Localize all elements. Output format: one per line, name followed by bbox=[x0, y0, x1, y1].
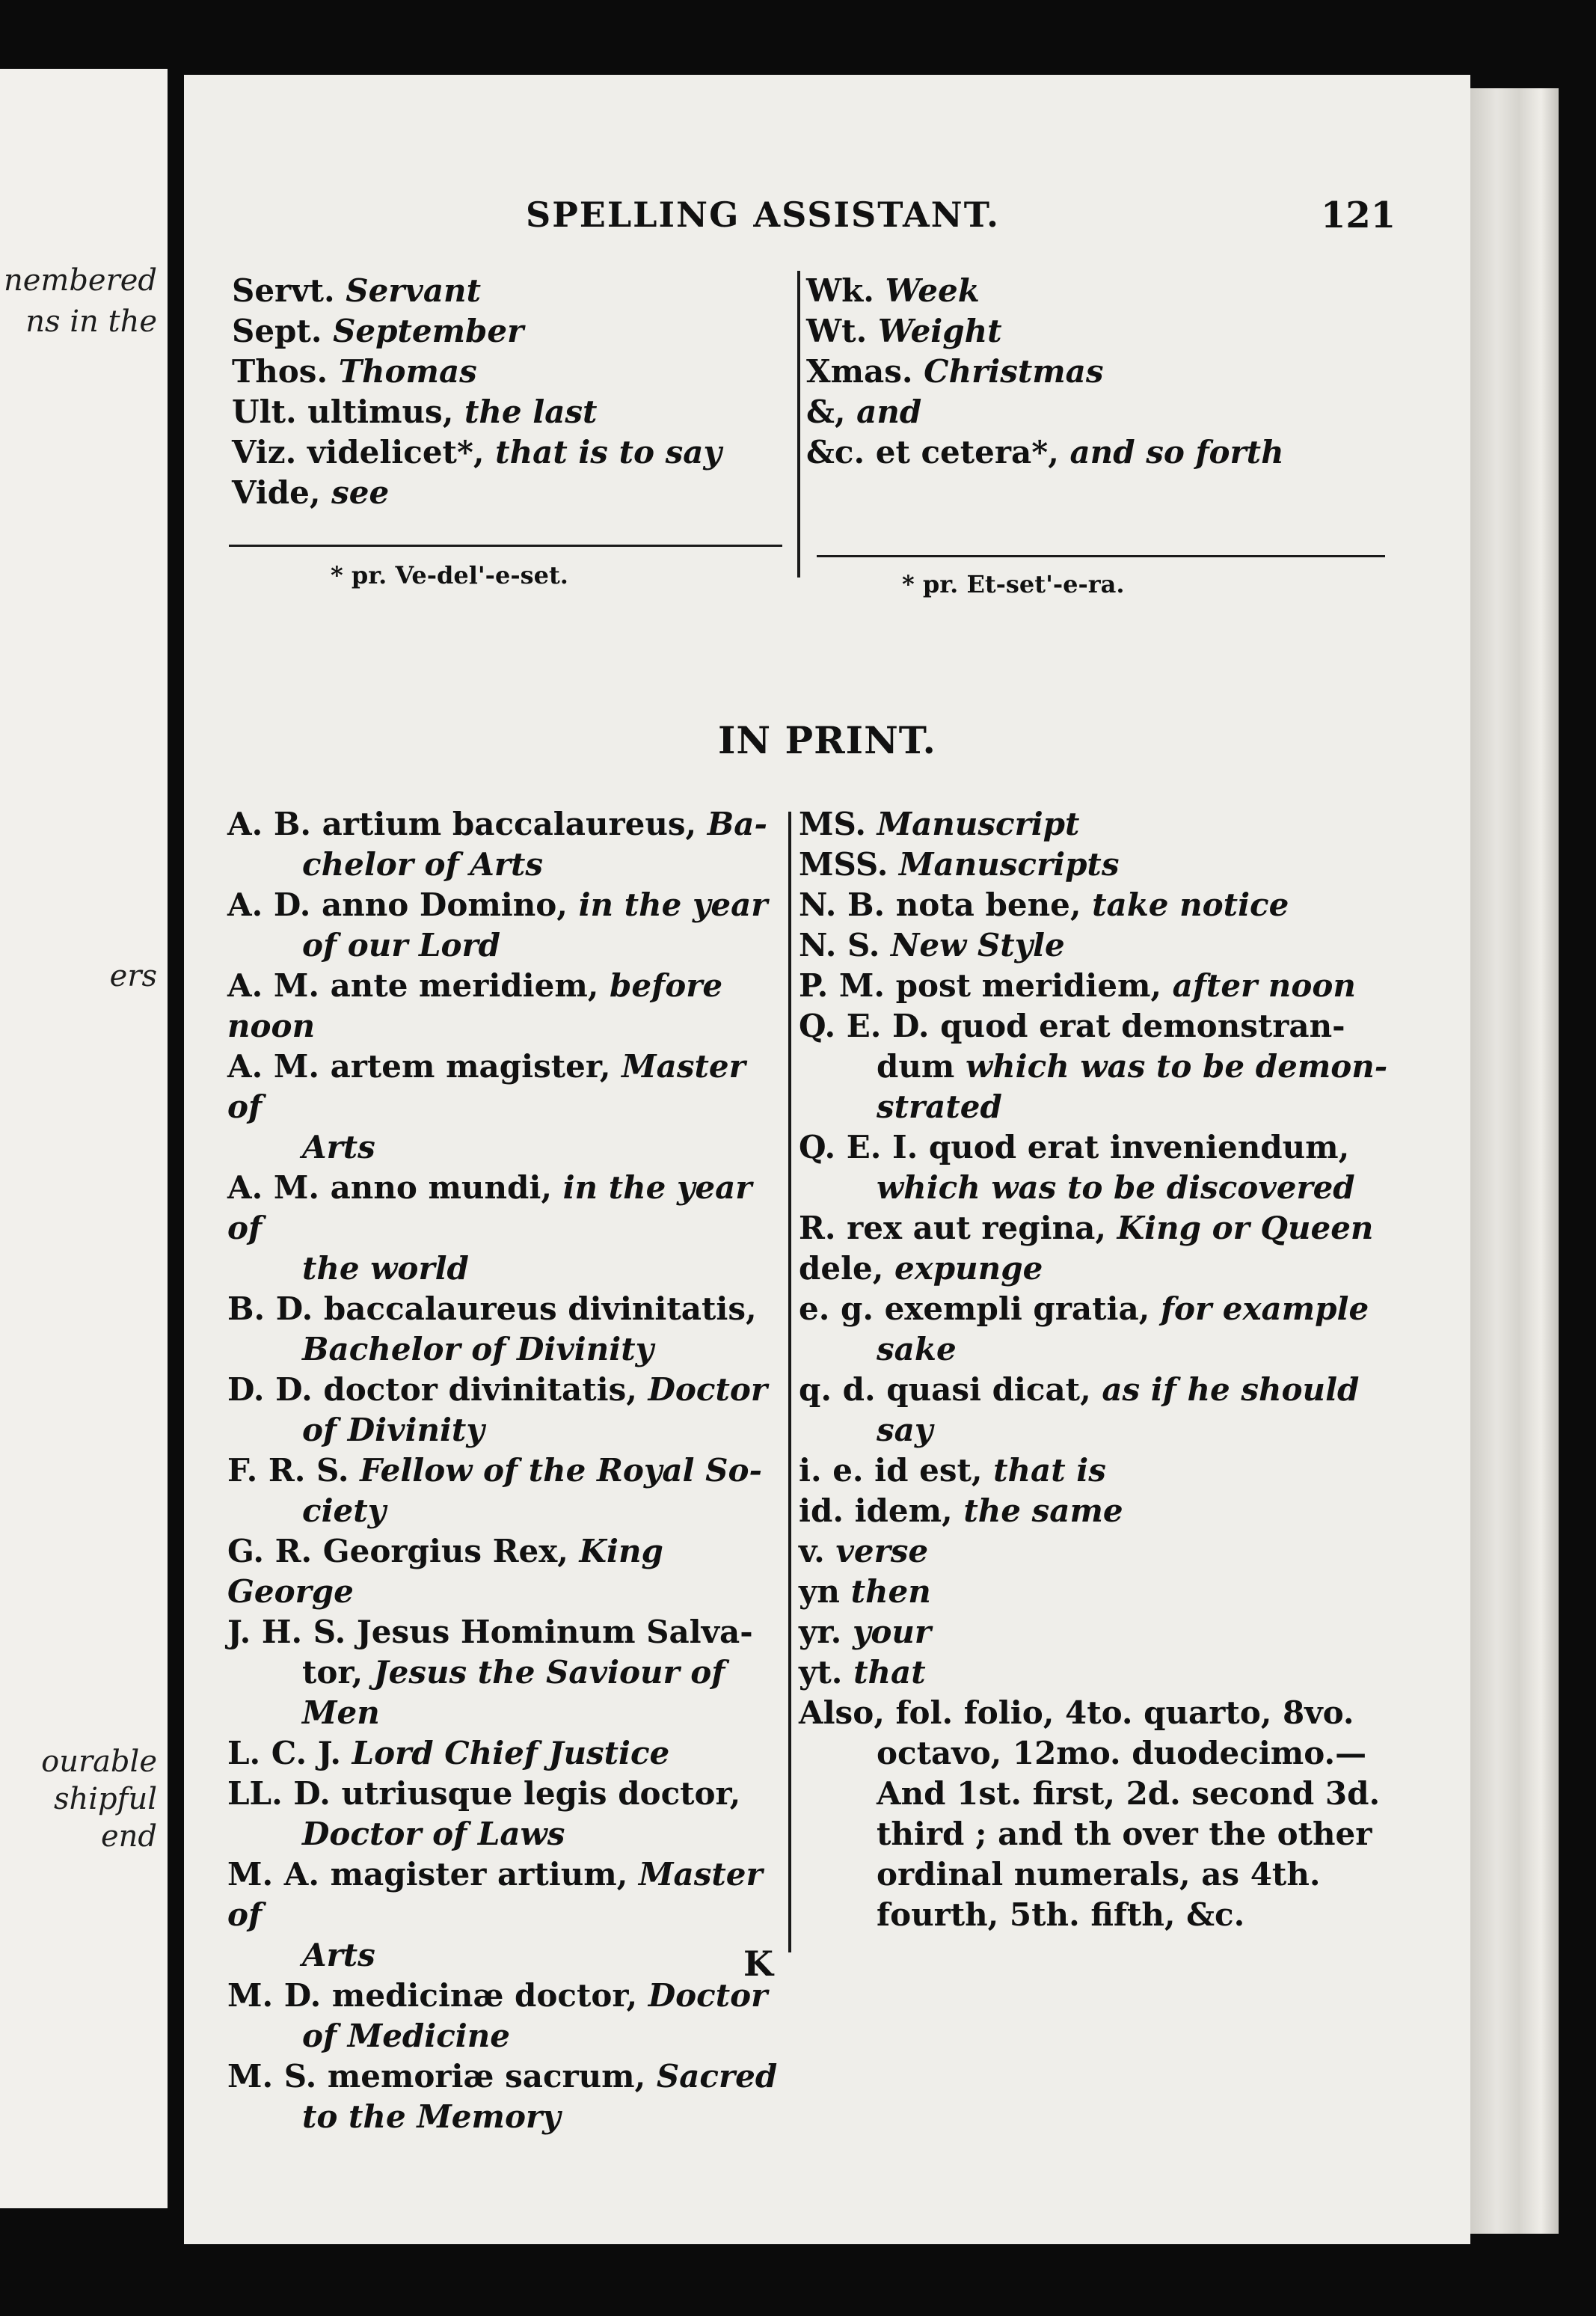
meaning-continuation bbox=[799, 1047, 1442, 1087]
abbreviation: Q. E. I. quod erat inveniendum, bbox=[799, 1129, 1350, 1165]
meaning-continuation: of Medicine bbox=[302, 2018, 511, 2054]
meaning: Lord Chief Justice bbox=[352, 1735, 670, 1771]
abbreviation-entry bbox=[232, 271, 755, 311]
also-line: octavo, 12mo. duodecimo.— bbox=[877, 1735, 1367, 1771]
abbreviation: Sept. bbox=[232, 313, 322, 349]
print-right-column bbox=[799, 804, 1442, 1935]
abbreviation: yn bbox=[799, 1573, 840, 1610]
also-line: ordinal numerals, as 4th. bbox=[877, 1856, 1321, 1893]
meaning: as if he should bbox=[1102, 1371, 1360, 1408]
abbreviation: MS. bbox=[799, 806, 866, 842]
abbreviation-entry bbox=[227, 1854, 781, 1976]
meaning-continuation: the world bbox=[302, 1250, 469, 1287]
meaning: Christmas bbox=[924, 353, 1104, 390]
abbreviation: J. H. S. Jesus Hominum Salva- bbox=[227, 1614, 753, 1650]
also-line: third ; and th over the other bbox=[877, 1816, 1372, 1852]
meaning-continuation: Arts bbox=[302, 1937, 375, 1973]
meaning-continuation: of our Lord bbox=[302, 927, 501, 964]
meaning: Sacred bbox=[656, 2058, 778, 2095]
abbreviation-entry bbox=[806, 432, 1434, 473]
meaning: King George bbox=[227, 1533, 663, 1610]
meaning-continuation: chelor of Arts bbox=[302, 846, 544, 883]
abbreviation-entry bbox=[227, 885, 781, 966]
abbreviation-entry bbox=[806, 392, 1434, 432]
page-edge bbox=[1470, 88, 1559, 2234]
abbreviation-entry bbox=[799, 1531, 1442, 1572]
abbreviation-entry bbox=[232, 473, 755, 513]
meaning-continuation: of Divinity bbox=[302, 1412, 485, 1448]
abbreviation-entry bbox=[799, 1450, 1442, 1491]
meaning: Master of bbox=[227, 1048, 746, 1125]
abbreviation-entry bbox=[227, 1289, 781, 1370]
footnote-rule bbox=[817, 555, 1385, 557]
meaning: and bbox=[856, 393, 922, 430]
abbreviation-entry bbox=[232, 392, 755, 432]
abbreviation: &c. et cetera*, bbox=[806, 434, 1059, 471]
meaning: verse bbox=[835, 1533, 929, 1569]
abbreviation: Vide, bbox=[232, 474, 321, 511]
meaning: for example bbox=[1160, 1290, 1369, 1327]
meaning: then bbox=[850, 1573, 931, 1610]
meaning: in the year bbox=[578, 886, 768, 923]
abbreviation-entry bbox=[799, 1572, 1442, 1612]
abbreviation-entry bbox=[799, 845, 1442, 885]
abbreviation: A. B. artium baccalaureus, bbox=[227, 806, 697, 842]
meaning: Weight bbox=[877, 313, 1002, 349]
abbreviation-entry bbox=[799, 1612, 1442, 1652]
left-facing-page bbox=[0, 69, 168, 2208]
abbreviation-entry bbox=[232, 432, 755, 473]
footnote-right: * pr. Et-set'-e-ra. bbox=[902, 570, 1125, 598]
abbreviation-entry bbox=[799, 925, 1442, 966]
abbreviation: G. R. Georgius Rex, bbox=[227, 1533, 568, 1569]
latin-continuation: dum bbox=[877, 1048, 955, 1085]
abbreviation-entry bbox=[806, 311, 1434, 352]
left-page-fragment: ns in the bbox=[25, 304, 157, 339]
page-number: 121 bbox=[1321, 194, 1396, 236]
abbreviation: Ult. ultimus, bbox=[232, 393, 454, 430]
abbreviation: A. M. anno mundi, bbox=[227, 1169, 552, 1206]
abbreviation: yr. bbox=[799, 1614, 842, 1650]
abbreviation-entry bbox=[227, 804, 781, 885]
abbreviation: A. M. artem magister, bbox=[227, 1048, 611, 1085]
left-page-fragment: ers bbox=[109, 959, 157, 993]
abbreviation: id. idem, bbox=[799, 1492, 953, 1529]
meaning: Doctor bbox=[648, 1977, 768, 2014]
abbreviation: M. A. magister artium, bbox=[227, 1856, 628, 1893]
abbreviation: i. e. id est, bbox=[799, 1452, 983, 1489]
meaning-continuation: Arts bbox=[302, 1129, 375, 1165]
meaning-continuation: Doctor of Laws bbox=[302, 1816, 565, 1852]
abbreviation-entry bbox=[799, 1370, 1442, 1450]
abbreviation: A. M. ante meridiem, bbox=[227, 967, 599, 1004]
abbreviation: e. g. exempli gratia, bbox=[799, 1290, 1150, 1327]
meaning: Ba- bbox=[707, 806, 767, 842]
meaning: and so forth bbox=[1069, 434, 1284, 471]
abbreviation-entry bbox=[227, 1531, 781, 1612]
abbreviation-entry bbox=[227, 1370, 781, 1450]
meaning: September bbox=[333, 313, 524, 349]
left-page-fragment: end bbox=[100, 1819, 157, 1854]
meaning-continuation: ciety bbox=[302, 1492, 387, 1529]
also-line: Also, fol. folio, 4to. quarto, 8vo. bbox=[799, 1694, 1354, 1731]
abbreviation: N. B. nota bene, bbox=[799, 886, 1081, 923]
left-page-fragment: nembered bbox=[3, 263, 157, 298]
abbreviation: &, bbox=[806, 393, 846, 430]
running-title: SPELLING ASSISTANT. bbox=[525, 194, 1001, 235]
abbreviation: Servt. bbox=[232, 272, 335, 309]
abbreviation: LL. D. utriusque legis doctor, bbox=[227, 1775, 741, 1812]
footnote-left: * pr. Ve-del'-e-set. bbox=[331, 561, 568, 589]
meaning: Servant bbox=[346, 272, 481, 309]
abbreviation: q. d. quasi dicat, bbox=[799, 1371, 1091, 1408]
meaning-continuation: sake bbox=[877, 1331, 957, 1367]
abbreviation-entry bbox=[227, 1976, 781, 2056]
meaning: Jesus the Saviour of Men bbox=[302, 1654, 725, 1731]
meaning: King or Queen bbox=[1117, 1210, 1374, 1246]
meaning: your bbox=[852, 1614, 932, 1650]
meaning: see bbox=[331, 474, 390, 511]
meaning: Thomas bbox=[338, 353, 477, 390]
abbreviation: D. D. doctor divinitatis, bbox=[227, 1371, 637, 1408]
meaning: Week bbox=[885, 272, 980, 309]
meaning: after noon bbox=[1172, 967, 1356, 1004]
meaning: that bbox=[853, 1654, 926, 1691]
meaning: expunge bbox=[894, 1250, 1043, 1287]
also-line: fourth, 5th. fifth, &c. bbox=[877, 1896, 1245, 1933]
abbreviation-entry bbox=[799, 885, 1442, 925]
abbreviation-entry bbox=[227, 1612, 781, 1733]
abbreviation: Q. E. D. quod erat demonstran- bbox=[799, 1008, 1345, 1044]
book-page bbox=[184, 75, 1470, 2244]
abbreviation: Wt. bbox=[806, 313, 868, 349]
abbreviation-entry bbox=[227, 1168, 781, 1289]
abbreviation-entry bbox=[227, 2056, 781, 2137]
meaning: the last bbox=[464, 393, 598, 430]
meaning: Manuscript bbox=[877, 806, 1080, 842]
column-divider bbox=[797, 271, 800, 578]
footnote-rule bbox=[229, 545, 782, 547]
abbreviation-entry bbox=[799, 804, 1442, 845]
abbreviation: Thos. bbox=[232, 353, 328, 390]
abbreviation: P. M. post meridiem, bbox=[799, 967, 1162, 1004]
meaning-continuation bbox=[227, 1652, 781, 1733]
meaning: the same bbox=[963, 1492, 1123, 1529]
abbreviation-entry bbox=[799, 1006, 1442, 1127]
print-left-column bbox=[227, 804, 781, 2137]
page-header bbox=[184, 194, 1470, 254]
abbreviation-entry bbox=[232, 311, 755, 352]
abbreviation-entry bbox=[799, 1127, 1442, 1208]
abbreviation-entry bbox=[799, 966, 1442, 1006]
meaning-continuation: which was to be discovered bbox=[877, 1169, 1355, 1206]
abbreviation-entry bbox=[806, 352, 1434, 392]
latin-continuation: tor, bbox=[302, 1654, 363, 1691]
section-heading: IN PRINT. bbox=[718, 718, 936, 762]
abbreviation: M. S. memoriæ sacrum, bbox=[227, 2058, 646, 2095]
abbreviation: M. D. medicinæ doctor, bbox=[227, 1977, 638, 2014]
abbreviation-entry bbox=[799, 1289, 1442, 1370]
meaning: Manuscripts bbox=[898, 846, 1120, 883]
abbreviation: N. S. bbox=[799, 927, 880, 964]
column-divider bbox=[788, 812, 791, 1952]
top-left-column bbox=[232, 271, 755, 513]
abbreviation-entry bbox=[227, 1733, 781, 1774]
abbreviation-entry bbox=[232, 352, 755, 392]
meaning-continuation: Bachelor of Divinity bbox=[302, 1331, 654, 1367]
meaning: Master of bbox=[227, 1856, 763, 1933]
abbreviation-entry bbox=[799, 1491, 1442, 1531]
meaning-continuation: say bbox=[877, 1412, 933, 1448]
meaning-continuation: to the Memory bbox=[302, 2098, 561, 2135]
abbreviation: A. D. anno Domino, bbox=[227, 886, 568, 923]
left-page-fragment: shipful bbox=[53, 1782, 157, 1816]
abbreviation-entry bbox=[227, 1774, 781, 1854]
abbreviation: yt. bbox=[799, 1654, 843, 1691]
left-page-fragment: ourable bbox=[41, 1744, 157, 1779]
abbreviation: L. C. J. bbox=[227, 1735, 341, 1771]
abbreviation-entry bbox=[799, 1652, 1442, 1693]
meaning: in the year of bbox=[227, 1169, 752, 1246]
abbreviation: MSS. bbox=[799, 846, 888, 883]
abbreviation: Viz. videlicet*, bbox=[232, 434, 485, 471]
also-line: And 1st. first, 2d. second 3d. bbox=[877, 1775, 1381, 1812]
also-paragraph bbox=[799, 1693, 1442, 1935]
abbreviation-entry bbox=[227, 1047, 781, 1168]
abbreviation: F. R. S. bbox=[227, 1452, 349, 1489]
abbreviation-entry bbox=[227, 1450, 781, 1531]
abbreviation: R. rex aut regina, bbox=[799, 1210, 1106, 1246]
abbreviation: v. bbox=[799, 1533, 825, 1569]
meaning: take notice bbox=[1092, 886, 1289, 923]
abbreviation-entry bbox=[227, 966, 781, 1047]
meaning: which was to be demon- bbox=[965, 1048, 1388, 1085]
abbreviation-entry bbox=[806, 271, 1434, 311]
meaning-continuation: strated bbox=[877, 1088, 1002, 1125]
meaning: before noon bbox=[227, 967, 723, 1044]
abbreviation-entry bbox=[799, 1249, 1442, 1289]
meaning: that is bbox=[993, 1452, 1106, 1489]
abbreviation: B. D. baccalaureus divinitatis, bbox=[227, 1290, 757, 1327]
abbreviation: Xmas. bbox=[806, 353, 913, 390]
meaning: that is to say bbox=[495, 434, 722, 471]
abbreviation-entry bbox=[799, 1208, 1442, 1249]
top-right-column bbox=[806, 271, 1434, 473]
abbreviation: dele, bbox=[799, 1250, 884, 1287]
meaning: Fellow of the Royal So- bbox=[360, 1452, 762, 1489]
meaning: New Style bbox=[891, 927, 1065, 964]
abbreviation: Wk. bbox=[806, 272, 874, 309]
meaning: Doctor bbox=[648, 1371, 768, 1408]
signature-mark: K bbox=[743, 1943, 773, 1984]
